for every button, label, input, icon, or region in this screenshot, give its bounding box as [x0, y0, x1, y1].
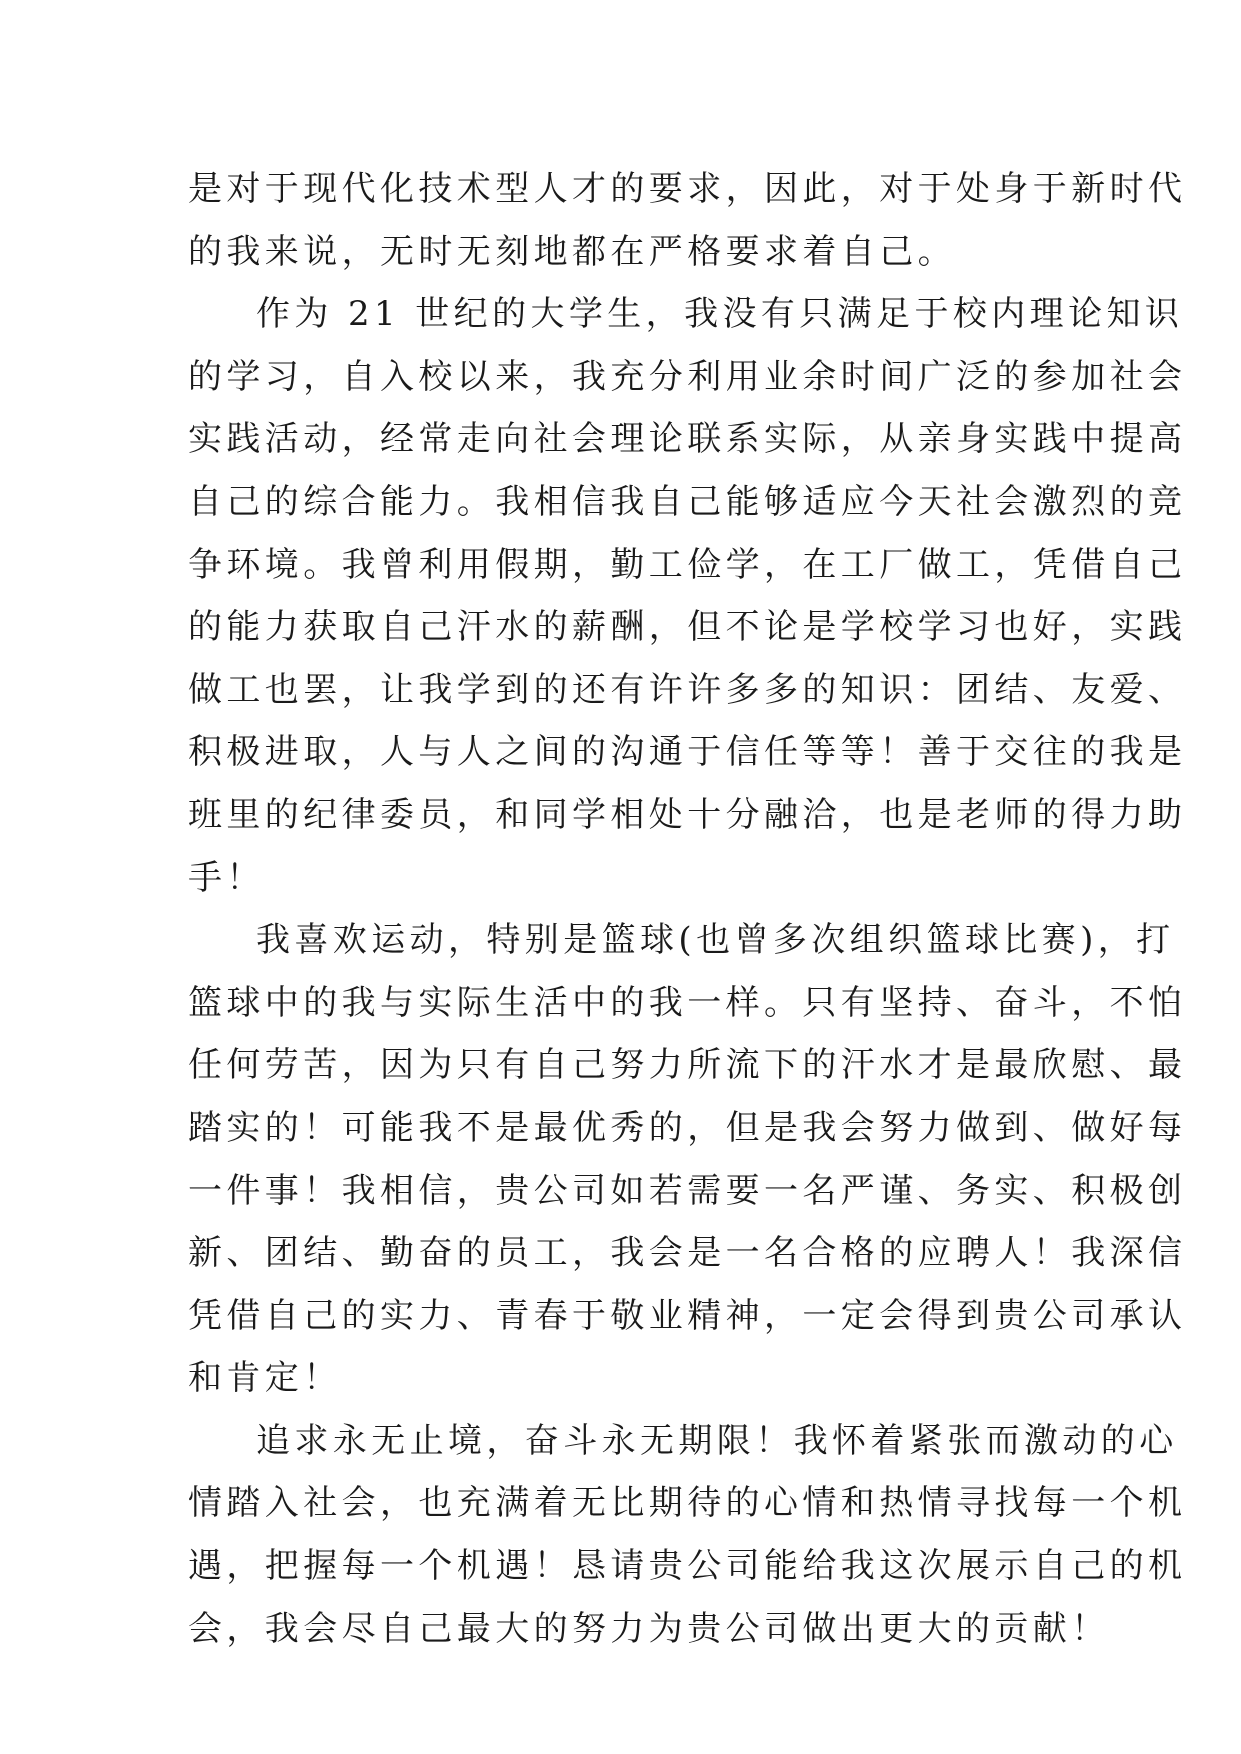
text-line: 篮球中的我与实际生活中的我一样。只有坚持、奋斗，不怕 [188, 982, 1187, 1023]
paragraph-start-line: 我喜欢运动，特别是篮球(也曾多次组织篮球比赛)，打 [256, 920, 1175, 961]
text-line: 一件事！我相信，贵公司如若需要一名严谨、务实、积极创 [188, 1170, 1187, 1211]
text-line: 会，我会尽自己最大的努力为贵公司做出更大的贡献！ [188, 1608, 1110, 1649]
document-body [188, 158, 1187, 1660]
text-line: 凭借自己的实力、青春于敬业精神，一定会得到贵公司承认 [188, 1295, 1187, 1336]
text-line: 情踏入社会，也充满着无比期待的心情和热情寻找每一个机 [188, 1483, 1187, 1524]
text-line: 任何劳苦，因为只有自己努力所流下的汗水才是最欣慰、最 [188, 1045, 1187, 1086]
text-line: 的能力获取自己汗水的薪酬，但不论是学校学习也好，实践 [188, 607, 1187, 648]
text-line: 争环境。我曾利用假期，勤工俭学，在工厂做工，凭借自己 [188, 544, 1187, 585]
paragraph-start-line: 追求永无止境，奋斗永无期限！我怀着紧张而激动的心 [256, 1420, 1178, 1461]
text-line: 遇，把握每一个机遇！恳请贵公司能给我这次展示自己的机 [188, 1546, 1187, 1587]
text-line: 新、团结、勤奋的员工，我会是一名合格的应聘人！我深信 [188, 1233, 1187, 1274]
text-line: 自己的综合能力。我相信我自己能够适应今天社会激烈的竞 [188, 481, 1187, 522]
text-line: 积极进取，人与人之间的沟通于信任等等！善于交往的我是 [188, 732, 1187, 773]
text-line: 做工也罢，让我学到的还有许许多多的知识：团结、友爱、 [188, 669, 1187, 710]
text-line: 的我来说，无时无刻地都在严格要求着自己。 [188, 231, 956, 272]
paragraph-start-line: 作为 21 世纪的大学生，我没有只满足于校内理论知识 [256, 294, 1184, 335]
text-line: 班里的纪律委员，和同学相处十分融洽，也是老师的得力助 [188, 794, 1187, 835]
text-line: 和肯定！ [188, 1358, 342, 1399]
text-line: 踏实的！可能我不是最优秀的，但是我会努力做到、做好每 [188, 1107, 1187, 1148]
text-line: 手！ [188, 857, 265, 898]
text-line: 实践活动，经常走向社会理论联系实际，从亲身实践中提高 [188, 419, 1187, 460]
text-line: 是对于现代化技术型人才的要求，因此，对于处身于新时代 [188, 169, 1187, 209]
text-line: 的学习，自入校以来，我充分利用业余时间广泛的参加社会 [188, 356, 1187, 397]
